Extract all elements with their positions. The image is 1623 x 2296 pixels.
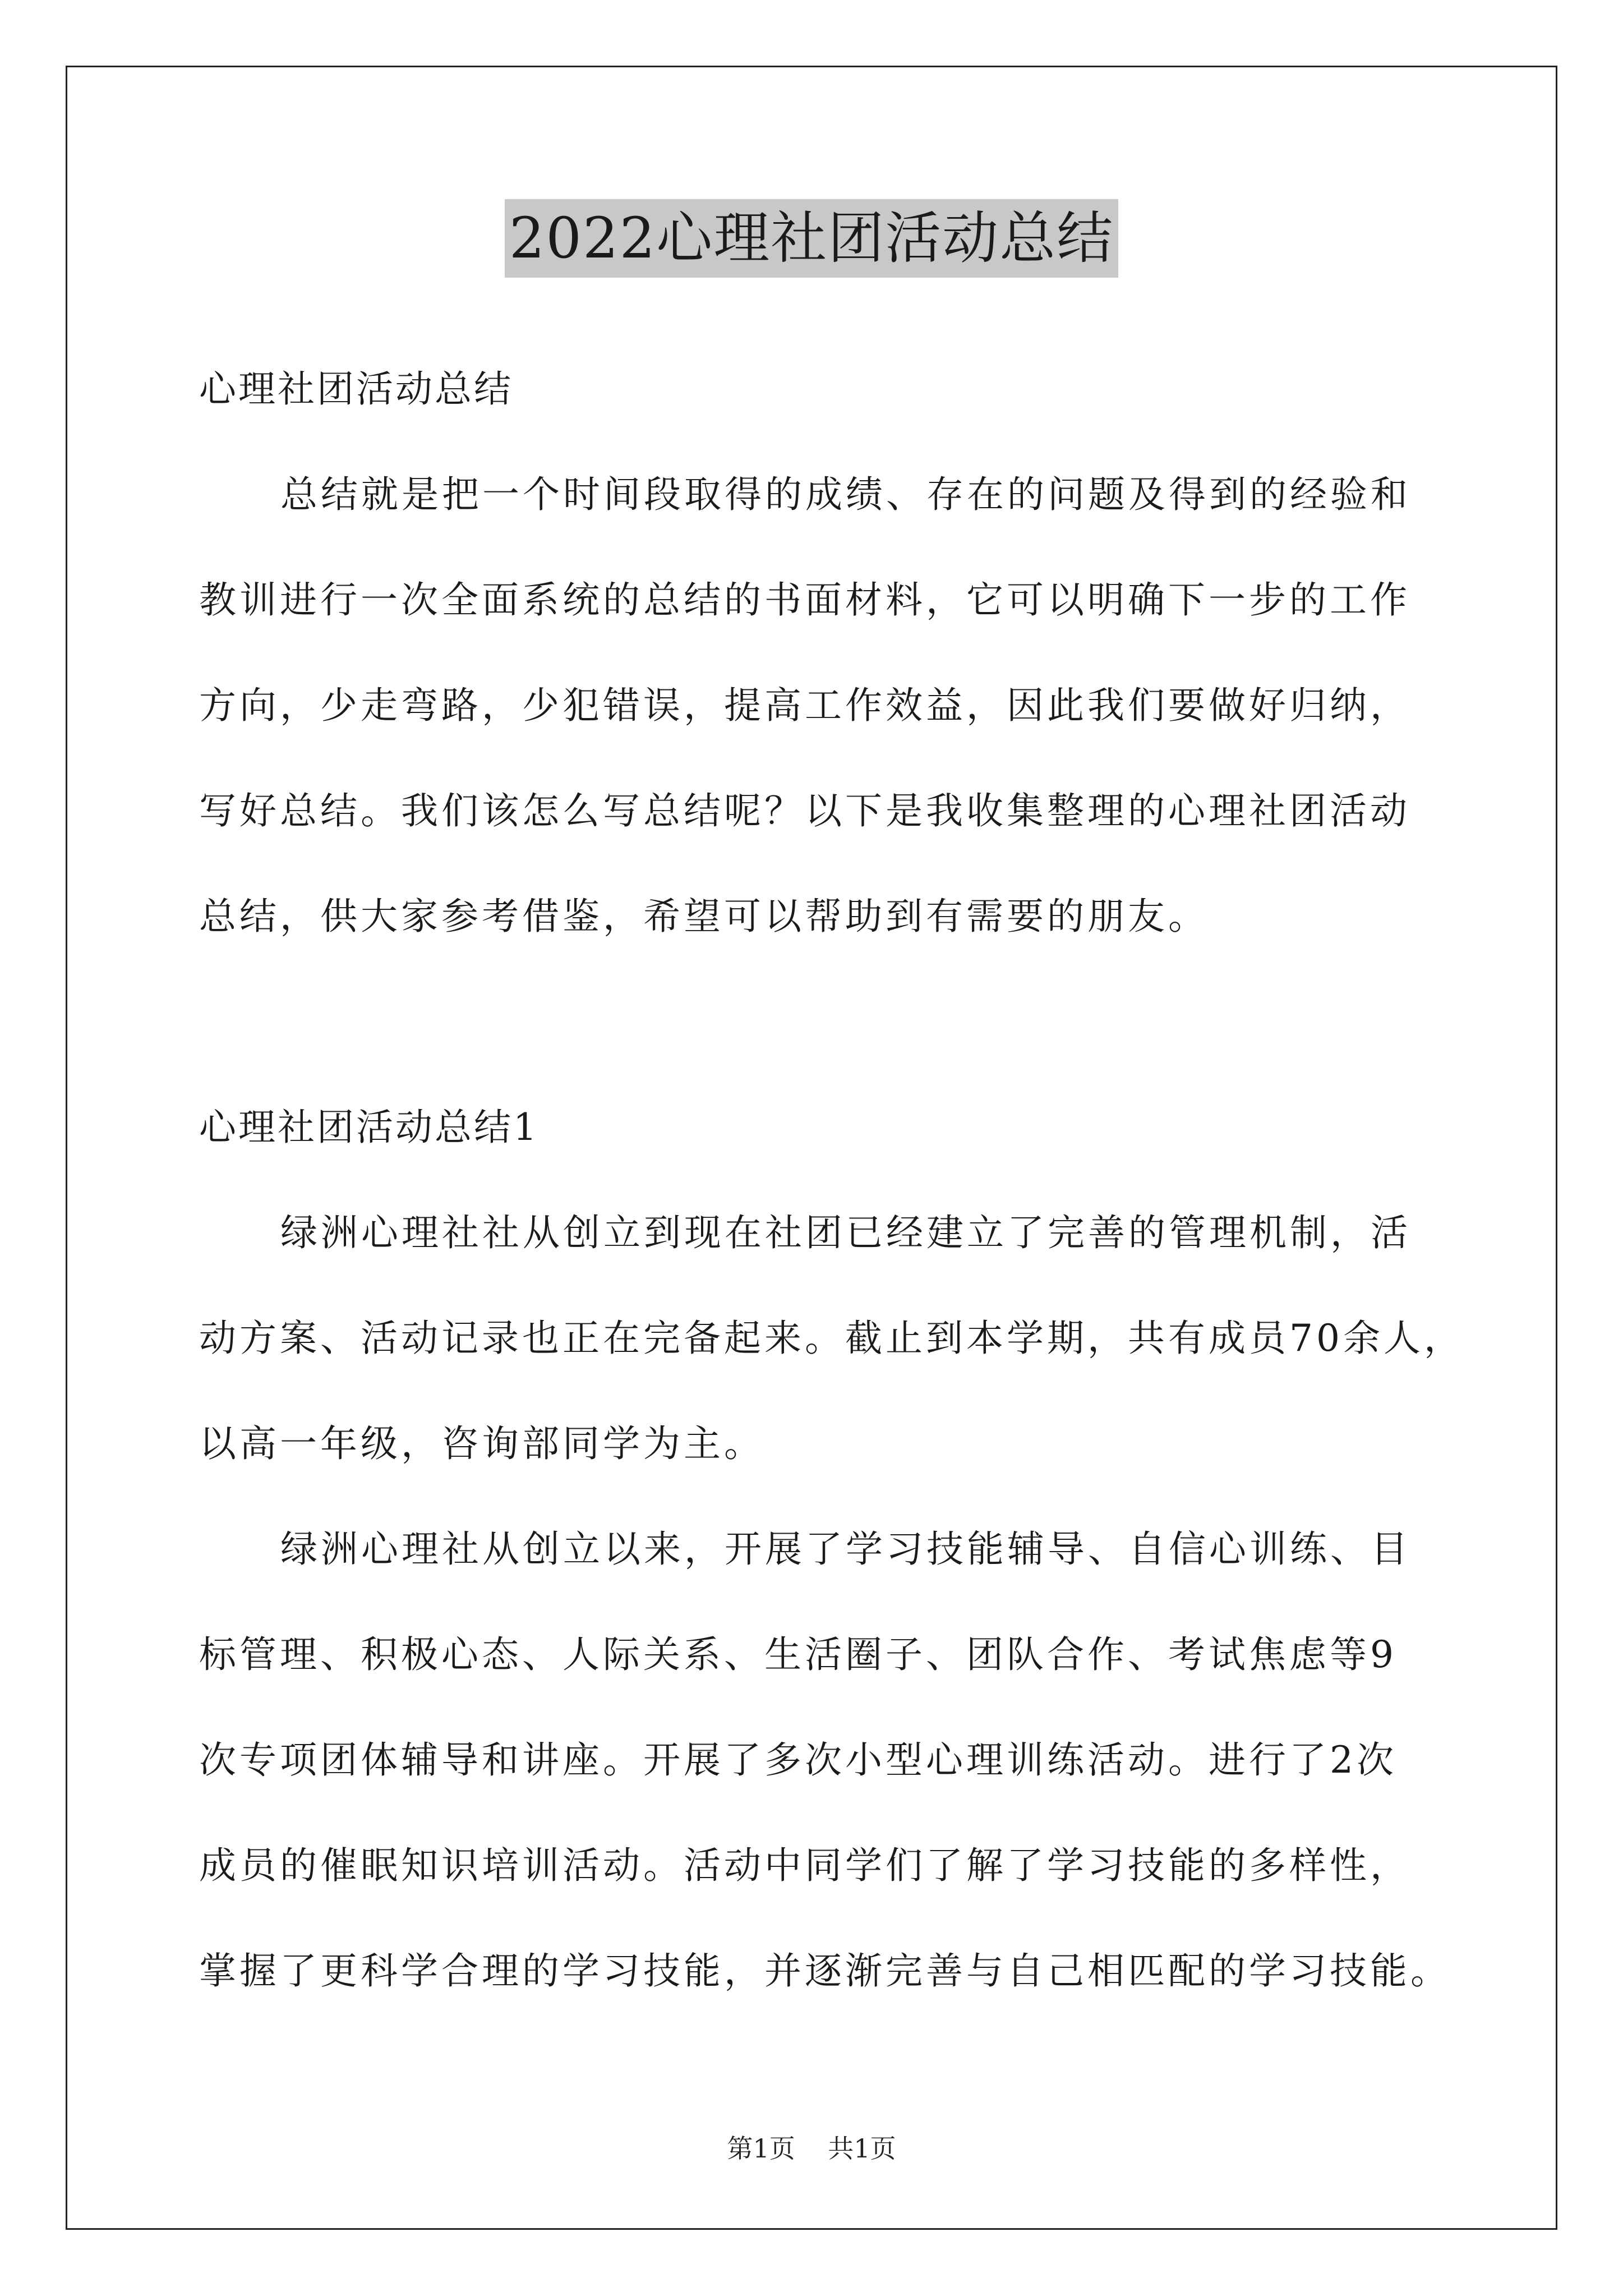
paragraph-line: 方向，少走弯路，少犯错误，提高工作效益，因此我们要做好归纳， bbox=[199, 684, 1410, 727]
paragraph-line: 掌握了更科学合理的学习技能，并逐渐完善与自己相匹配的学习技能。 bbox=[199, 1949, 1451, 1993]
title-container bbox=[0, 199, 1623, 278]
paragraph-line: 教训进行一次全面系统的总结的书面材料，它可以明确下一步的工作 bbox=[199, 578, 1410, 622]
paragraph-line: 成员的催眠知识培训活动。活动中同学们了解了学习技能的多样性， bbox=[199, 1844, 1410, 1887]
paragraph-line: 总结，供大家参考借鉴，希望可以帮助到有需要的朋友。 bbox=[199, 895, 1209, 938]
section-spacer bbox=[199, 969, 1444, 1075]
paragraph-line: 绿洲心理社从创立以来，开展了学习技能辅导、自信心训练、目 bbox=[280, 1527, 1411, 1571]
section1-paragraph-1 bbox=[199, 1180, 1464, 1497]
intro-heading: 心理社团活动总结 bbox=[199, 367, 513, 411]
document-title: 2022心理社团活动总结 bbox=[505, 199, 1119, 278]
page-number: 第1页 bbox=[727, 2133, 795, 2164]
intro-paragraph bbox=[199, 442, 1444, 969]
section1-heading: 心理社团活动总结1 bbox=[199, 1106, 539, 1149]
document-body bbox=[199, 337, 1464, 2024]
paragraph-line: 以高一年级，咨询部同学为主。 bbox=[199, 1422, 764, 1465]
paragraph-line: 动方案、活动记录也正在完备起来。截止到本学期，共有成员70余人， bbox=[199, 1317, 1464, 1360]
paragraph-line: 总结就是把一个时间段取得的成绩、存在的问题及得到的经验和 bbox=[280, 473, 1411, 516]
paragraph-line: 标管理、积极心态、人际关系、生活圈子、团队合作、考试焦虑等9 bbox=[199, 1633, 1397, 1676]
page-footer bbox=[0, 2132, 1623, 2165]
paragraph-line: 写好总结。我们该怎么写总结呢？以下是我收集整理的心理社团活动 bbox=[199, 789, 1410, 832]
paragraph-line: 绿洲心理社社从创立到现在社团已经建立了完善的管理机制，活 bbox=[280, 1211, 1411, 1254]
section1-paragraph-2 bbox=[199, 1497, 1451, 2024]
paragraph-line: 次专项团体辅导和讲座。开展了多次小型心理训练活动。进行了2次 bbox=[199, 1738, 1397, 1782]
page-total: 共1页 bbox=[828, 2133, 896, 2164]
